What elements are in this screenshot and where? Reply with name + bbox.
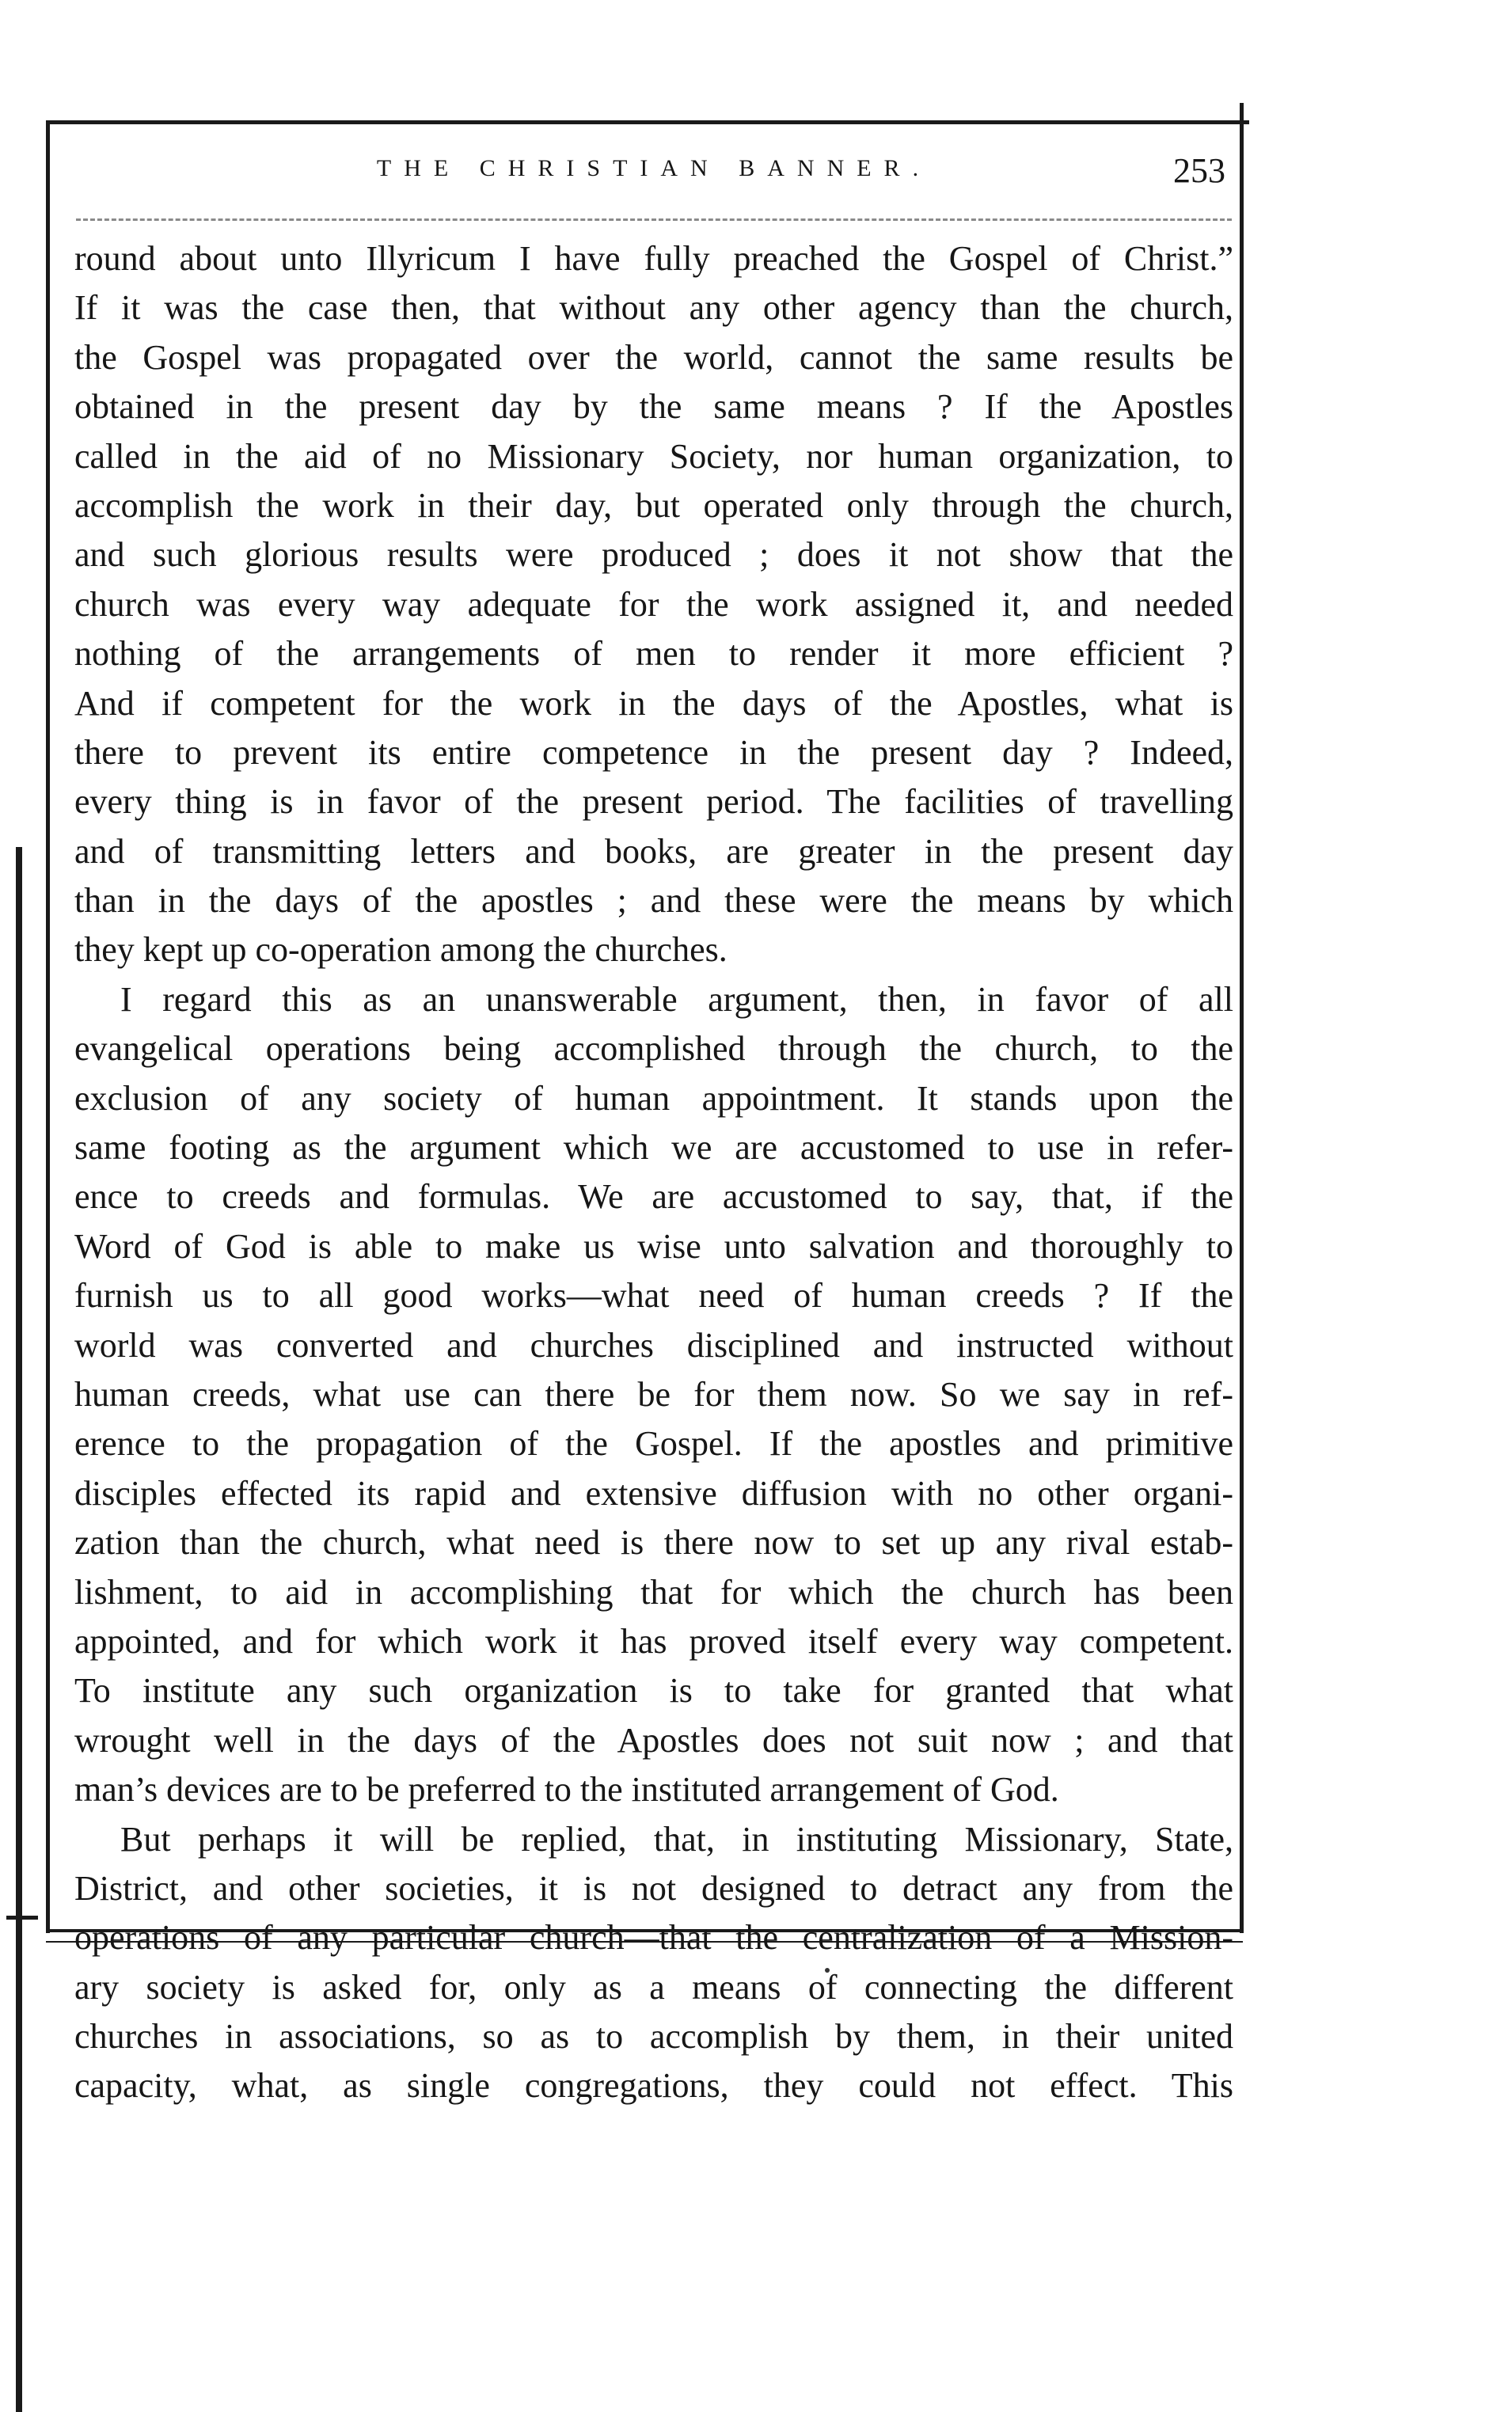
body-text: [74, 234, 1233, 2111]
text-line: furnish us to all good works—what need of human creeds ? If the: [74, 1276, 1233, 1316]
text-line: the Gospel was propagated over the world, cannot the same results be: [74, 337, 1233, 377]
text-line: evangelical operations being accomplished through the church, to the: [74, 1029, 1233, 1069]
text-line: world was converted and churches disciplined and instructed without: [74, 1325, 1233, 1365]
text-line: and such glorious results were produced ; does it not show that the: [74, 535, 1233, 575]
text-line: disciples effected its rapid and extensive diffusion with no other organi-: [74, 1473, 1233, 1513]
text-line: there to prevent its entire competence in the present day ? Indeed,: [74, 732, 1233, 772]
text-line: called in the aid of no Missionary Society, nor human organization, to: [74, 436, 1233, 476]
top-border-rule: [46, 120, 1249, 124]
text-line: ary society is asked for, only as a means of connecting the different: [74, 1967, 1233, 2007]
text-line: round about unto Illyricum I have fully preached the Gospel of Christ.”: [74, 239, 1233, 278]
text-line: And if competent for the work in the days of the Apostles, what is: [74, 683, 1233, 723]
paragraph: [74, 975, 1233, 1815]
text-line: same footing as the argument which we are accustomed to use in refer-: [74, 1128, 1233, 1168]
text-line: church was every way adequate for the work assigned it, and needed: [74, 584, 1233, 624]
running-head: [76, 151, 1232, 195]
running-title: THE CHRISTIAN BANNER.: [376, 155, 932, 181]
binding-mark: [6, 1916, 38, 1920]
paragraph: [74, 1815, 1233, 2111]
text-line: If it was the case then, that without any other agency than the church,: [74, 288, 1233, 328]
text-line: ence to creeds and formulas. We are accustomed to say, that, if the: [74, 1177, 1233, 1217]
text-line: zation than the church, what need is there now to set up any rival estab-: [74, 1523, 1233, 1563]
page-number: 253: [1173, 151, 1225, 190]
text-line: nothing of the arrangements of men to render it more efficient ?: [74, 634, 1233, 674]
text-line: they kept up co-operation among the churches.: [74, 930, 728, 970]
text-line: Word of God is able to make us wise unto salvation and thoroughly to: [74, 1226, 1233, 1266]
text-line: and of transmitting letters and books, are greater in the present day: [74, 831, 1233, 871]
text-line: lishment, to aid in accomplishing that for which the church has been: [74, 1572, 1233, 1612]
text-line: operations of any particular church—that the centralization of a Mission-: [74, 1918, 1233, 1958]
text-line: than in the days of the apostles ; and these were the means by which: [74, 881, 1233, 921]
text-line: human creeds, what use can there be for them now. So we say in ref-: [74, 1374, 1233, 1414]
text-line: District, and other societies, it is not designed to detract any from the: [74, 1868, 1233, 1908]
header-divider: [76, 218, 1232, 221]
text-line: To institute any such organization is to take for granted that what: [74, 1671, 1233, 1711]
text-line: appointed, and for which work it has proved itself every way competent.: [74, 1621, 1233, 1661]
text-line: But perhaps it will be replied, that, in instituting Missionary, State,: [120, 1819, 1233, 1859]
text-line: every thing is in favor of the present period. The facilities of travelling: [74, 782, 1233, 822]
binding-edge: [16, 847, 22, 2412]
right-border-rule: [1240, 103, 1244, 1933]
text-line: churches in associations, so as to accomplish by them, in their united: [74, 2017, 1233, 2057]
text-line: capacity, what, as single congregations, they could not effect. This: [74, 2066, 1233, 2106]
text-line: accomplish the work in their day, but operated only through the church,: [74, 485, 1233, 525]
text-line: erence to the propagation of the Gospel. If the apostles and primitive: [74, 1424, 1233, 1464]
text-line: obtained in the present day by the same means ? If the Apostles: [74, 387, 1233, 427]
text-line: man’s devices are to be preferred to the instituted arrangement of God.: [74, 1770, 1059, 1810]
text-line: I regard this as an unanswerable argument, then, in favor of all: [120, 979, 1233, 1019]
left-border-rule: [46, 120, 50, 1933]
text-line: exclusion of any society of human appointment. It stands upon the: [74, 1078, 1233, 1118]
paragraph: [74, 234, 1233, 975]
text-line: wrought well in the days of the Apostles does not suit now ; and that: [74, 1720, 1233, 1760]
